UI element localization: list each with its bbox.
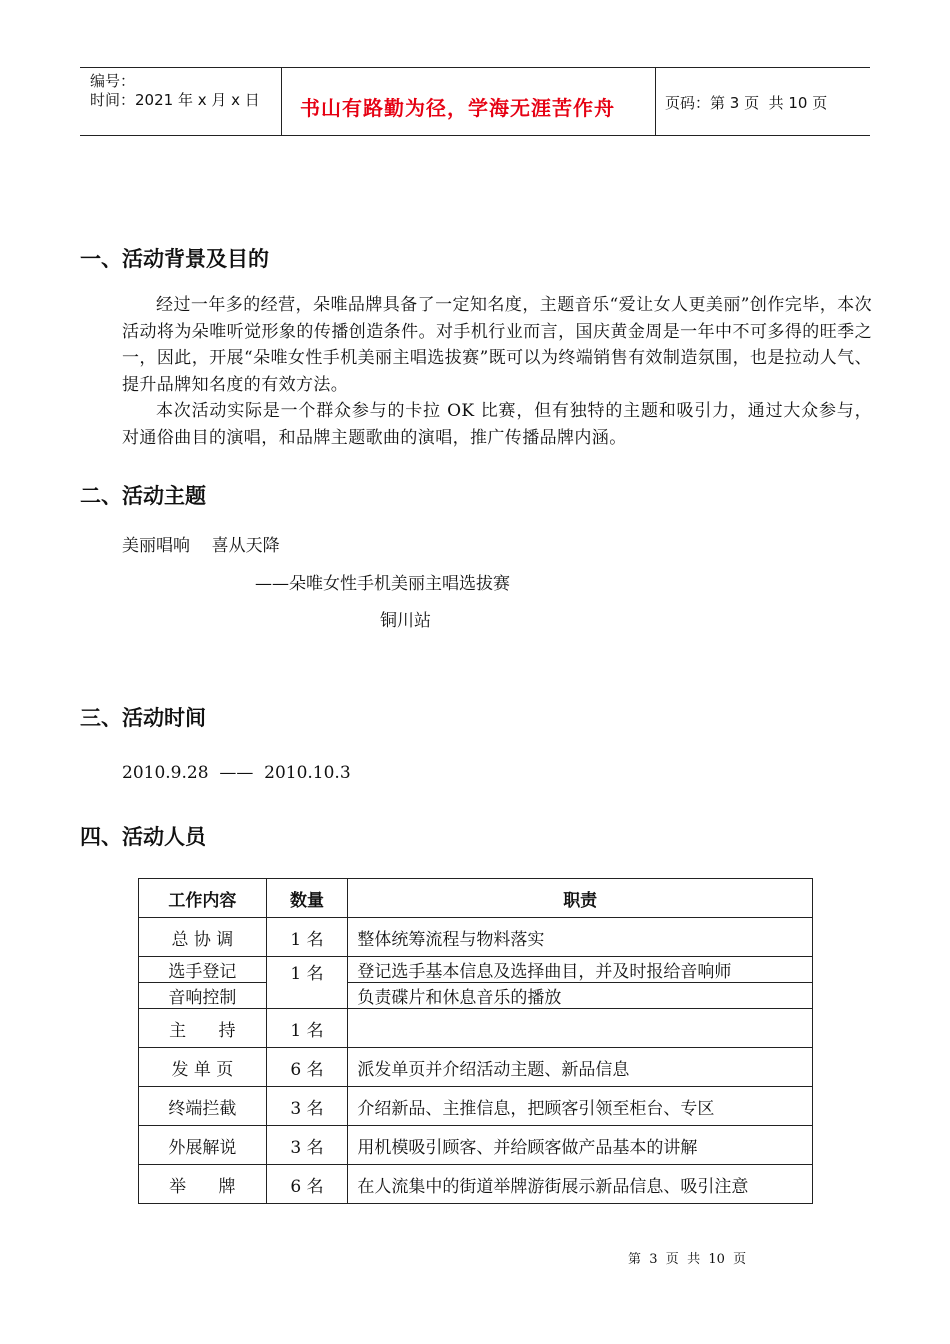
duty-cell: 介绍新品、主推信息，把顾客引领至柜台、专区: [348, 1087, 813, 1126]
section-heading: 四、活动人员: [80, 825, 206, 849]
paragraph: 本次活动实际是一个群众参与的卡拉 OK 比赛，但有独特的主题和吸引力，通过大众参与，对通俗曲目的演唱，和品牌主题歌曲的演唱，推广传播品牌内涵。: [122, 401, 872, 448]
header-divider: [281, 67, 282, 135]
qty-cell: 6 名: [266, 1165, 348, 1204]
qty-cell: 1 名: [266, 918, 348, 957]
staff-table: [138, 878, 813, 1204]
duty-cell: [348, 1009, 813, 1048]
header-rule-bottom: [80, 135, 870, 136]
task-cell: 音响控制: [139, 983, 267, 1009]
qty-cell: 1 名: [266, 957, 348, 1009]
event-dates: 2010.9.28 —— 2010.10.3: [122, 763, 351, 783]
task-cell: 外展解说: [139, 1126, 267, 1165]
table-row: [139, 957, 813, 983]
table-row: [139, 918, 813, 957]
theme-location: 铜川站: [380, 611, 431, 631]
footer-page-number: 第 3 页 共 10 页: [628, 1252, 747, 1267]
column-header: 工作内容: [139, 879, 267, 918]
table-row: [139, 1048, 813, 1087]
column-header: 职责: [348, 879, 813, 918]
task-cell: 发 单 页: [139, 1048, 267, 1087]
table-row: [139, 1009, 813, 1048]
duty-cell: 派发单页并介绍活动主题、新品信息: [348, 1048, 813, 1087]
section-heading: 二、活动主题: [80, 484, 206, 508]
header-rule-top: [80, 67, 870, 68]
section-heading: 三、活动时间: [80, 706, 206, 730]
table-row: [139, 983, 813, 1009]
qty-cell: 1 名: [266, 1009, 348, 1048]
task-cell: 选手登记: [139, 957, 267, 983]
header-page-number: 页码：第 3 页 共 10 页: [665, 94, 828, 112]
header-number: 编号：: [90, 72, 136, 90]
task-cell: 终端拦截: [139, 1087, 267, 1126]
duty-cell: 整体统筹流程与物料落实: [348, 918, 813, 957]
table-header-row: [139, 879, 813, 918]
qty-cell: 3 名: [266, 1087, 348, 1126]
qty-cell: 3 名: [266, 1126, 348, 1165]
qty-cell: 6 名: [266, 1048, 348, 1087]
paragraph: 经过一年多的经营，朵唯品牌具备了一定知名度，主题音乐“爱让女人更美丽”创作完毕，本次活动将为朵唯听觉形象的传播创造条件。对手机行业而言，国庆黄金周是一年中不可多得的旺季之一，因此，开展“朵唯女性手机美丽主唱选拔赛”既可以为终端销售有效制造氛围，也是拉动人气、提升品牌知名度的有效方法。: [122, 295, 872, 395]
theme-subtitle: ——朵唯女性手机美丽主唱选拔赛: [255, 574, 510, 594]
section-heading: 一、活动背景及目的: [80, 247, 269, 271]
section-body: [122, 292, 872, 451]
table-row: [139, 1087, 813, 1126]
duty-cell: 登记选手基本信息及选择曲目，并及时报给音响师: [348, 957, 813, 983]
duty-cell: 用机模吸引顾客、并给顾客做产品基本的讲解: [348, 1126, 813, 1165]
table-row: [139, 1126, 813, 1165]
duty-cell: 在人流集中的街道举牌游街展示新品信息、吸引注意: [348, 1165, 813, 1204]
theme-line: 美丽唱响 喜从天降: [122, 536, 280, 556]
task-cell: 举 牌: [139, 1165, 267, 1204]
column-header: 数量: [266, 879, 348, 918]
task-cell: 主 持: [139, 1009, 267, 1048]
header-divider: [655, 67, 656, 135]
duty-cell: 负责碟片和休息音乐的播放: [348, 983, 813, 1009]
task-cell: 总 协 调: [139, 918, 267, 957]
header-motto: 书山有路勤为径，学海无涯苦作舟: [300, 96, 615, 120]
table-row: [139, 1165, 813, 1204]
header-date: 时间：2021 年 x 月 x 日: [90, 91, 260, 109]
